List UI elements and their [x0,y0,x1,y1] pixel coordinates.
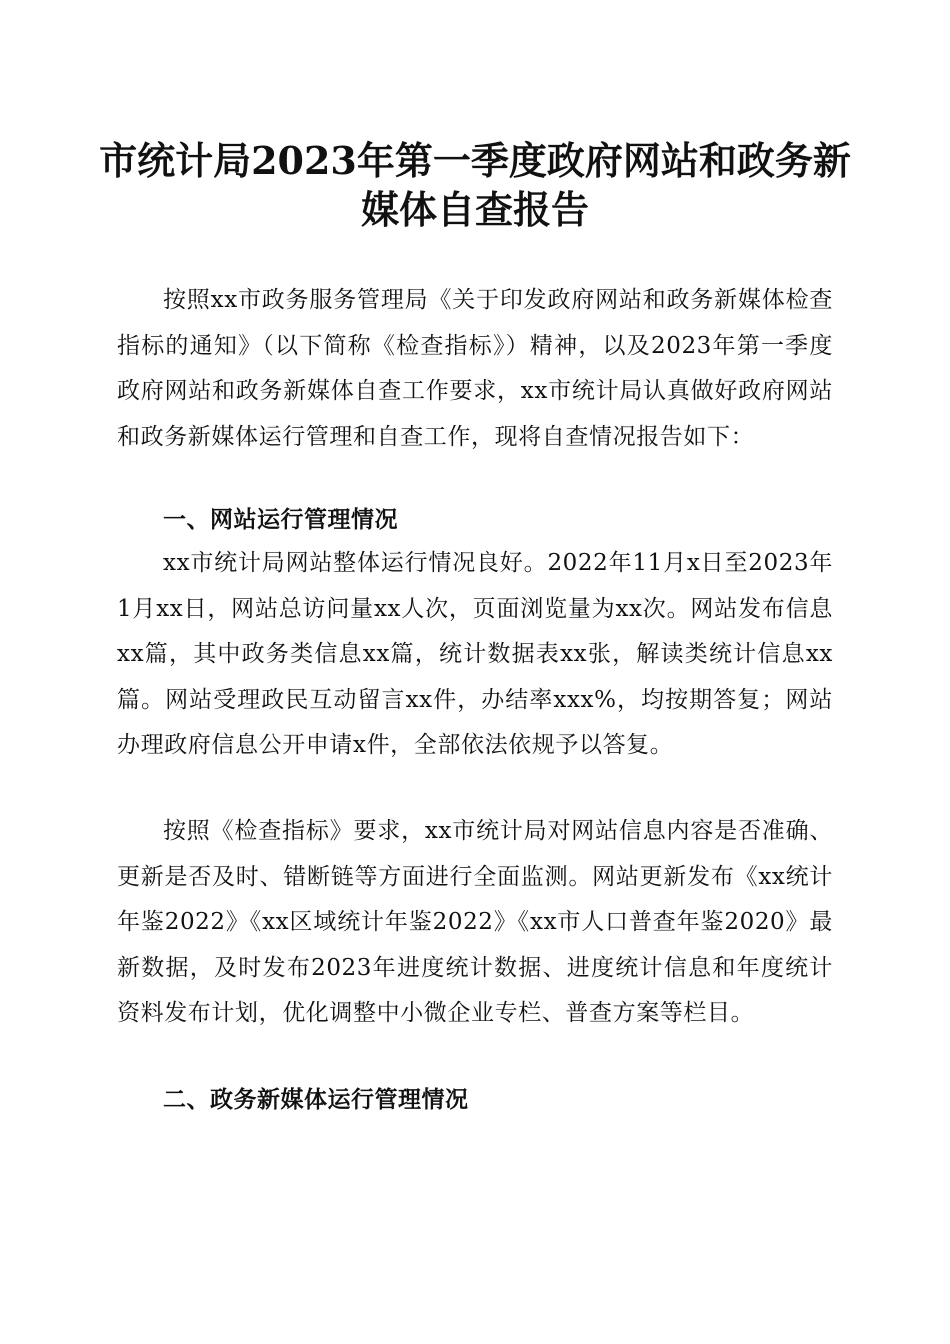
section-1-paragraph-1: xx市统计局网站整体运行情况良好。2022年11月x日至2023年1月xx日，网站总访问量xx人次，页面浏览量为xx次。网站发布信息xx篇，其中政务类信息xx篇，统计数据表xx张，解读类统计信息xx篇。网站受理政民互动留言xx件，办结率xxx%，均按期答复；网站办理政府信息公开申请x件，全部依法依规予以答复。 [117,550,833,759]
section-1-heading: 一、网站运行管理情况 [163,507,398,533]
document-title-line-2: 媒体自查报告 [360,187,589,232]
section-2-heading: 二、政务新媒体运行管理情况 [163,1087,469,1113]
document-title-line-1: 市统计局2023年第一季度政府网站和政务新 [99,138,851,183]
section-1-paragraph-2: 按照《检查指标》要求，xx市统计局对网站信息内容是否准确、更新是否及时、错断链等方面进行全面监测。网站更新发布《xx统计年鉴2022》《xx区域统计年鉴2022》《xx市人口普查年鉴2020》最新数据，及时发布2023年进度统计数据、进度统计信息和年度统计资料发布计划，优化调整中小微企业专栏、普查方案等栏目。 [117,818,833,1027]
intro-paragraph: 按照xx市政务服务管理局《关于印发政府网站和政务新媒体检查指标的通知》（以下简称《检查指标》）精神，以及2023年第一季度政府网站和政务新媒体自查工作要求，xx市统计局认真做好政府网站和政务新媒体运行管理和自查工作，现将自查情况报告如下： [117,287,833,450]
